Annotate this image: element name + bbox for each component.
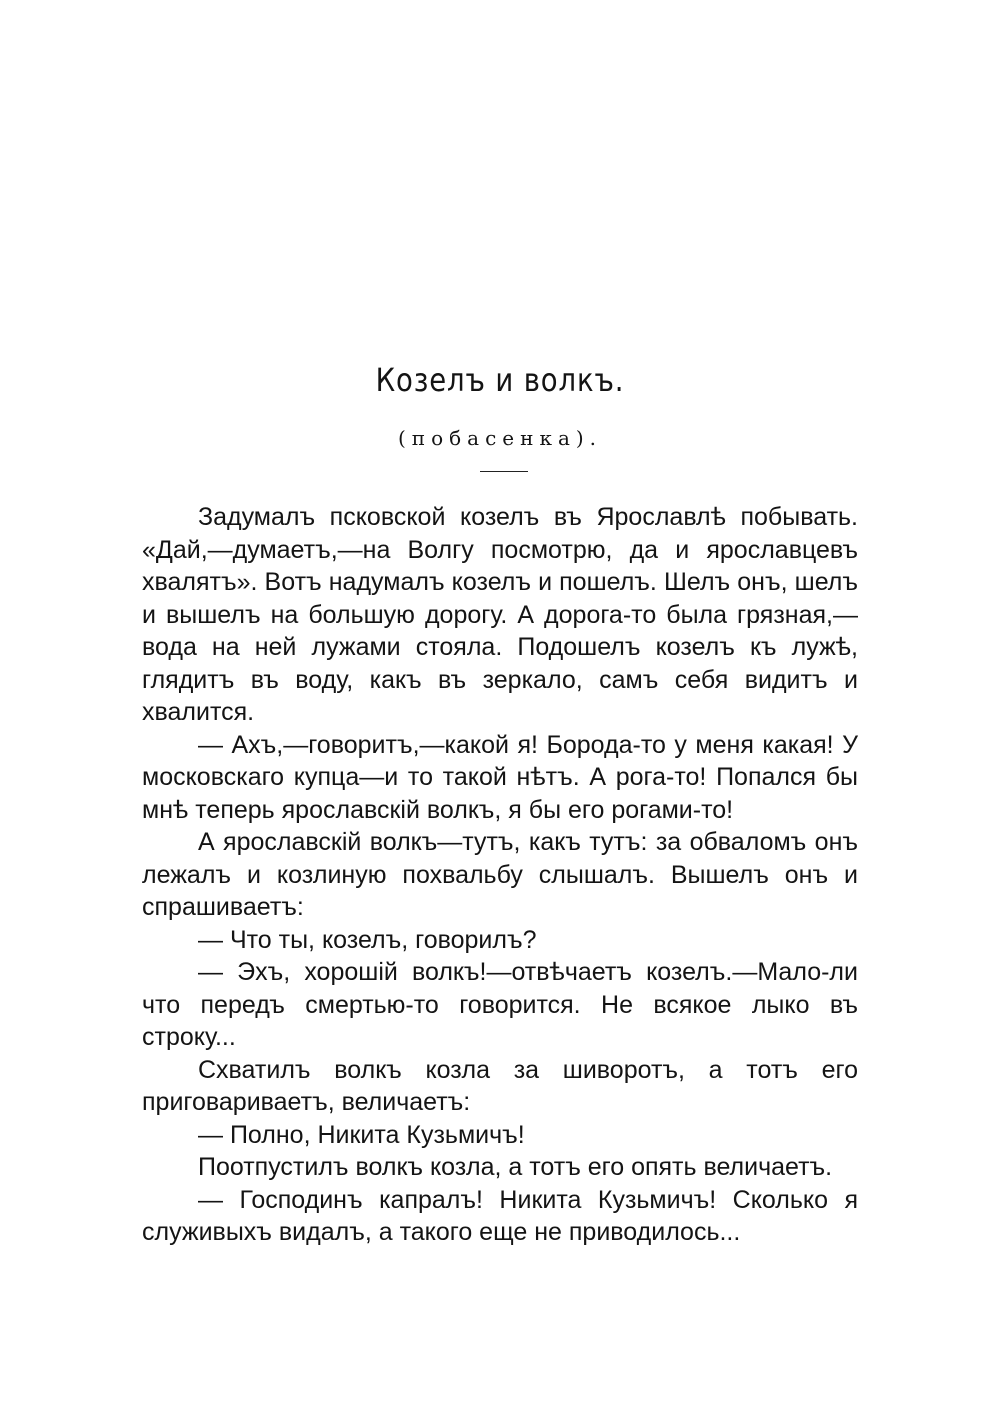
paragraph: — Эхъ, хорошій волкъ!—отвѣчаетъ козелъ.—Мало-ли что передъ смертью-то говорится. Не всякое лыко въ строку... bbox=[142, 958, 858, 1051]
paragraph: Схватилъ волкъ козла за шиворотъ, а тотъ его приговариваетъ, величаетъ: bbox=[142, 1055, 858, 1116]
paragraph: А ярославскій волкъ—тутъ, какъ тутъ: за обваломъ онъ лежалъ и козлиную похвальбу слышалъ. Вышелъ онъ и спрашиваетъ: bbox=[142, 828, 858, 921]
paragraph: — Господинъ капралъ! Никита Кузьмичъ! Сколько я служивыхъ видалъ, а такого еще не приводилось... bbox=[142, 1185, 858, 1246]
paragraph: — Что ты, козелъ, говорилъ? bbox=[198, 925, 537, 954]
paragraph: — Полно, Никита Кузьмичъ! bbox=[198, 1120, 525, 1149]
title-divider bbox=[480, 471, 528, 472]
page-subtitle: (побасенка). bbox=[397, 426, 603, 450]
paragraph: Поотпустилъ волкъ козла, а тотъ его опять величаетъ. bbox=[198, 1153, 833, 1181]
story-text bbox=[142, 501, 858, 1249]
paragraph: — Ахъ,—говоритъ,—какой я! Борода-то у меня какая! У московскаго купца—и то такой нѣтъ. А рога-то! Попался бы мнѣ теперь ярославскій волкъ, я бы его рогами-то! bbox=[142, 730, 858, 824]
paragraph: Задумалъ псковской козелъ въ Ярославлѣ побывать. «Дай,—думаетъ,—на Волгу посмотрю, да и ярославцевъ хвалятъ». Вотъ надумалъ козелъ и пошелъ. Шелъ онъ, шелъ и вышелъ на большую дорогу. А дорога-то была грязная,—вода на ней лужами стояла. Подошелъ козелъ къ лужѣ, глядитъ въ воду, какъ въ зеркало, самъ себя видитъ и хвалится. bbox=[142, 503, 858, 726]
page-title: Козелъ и волкъ. bbox=[375, 361, 625, 399]
